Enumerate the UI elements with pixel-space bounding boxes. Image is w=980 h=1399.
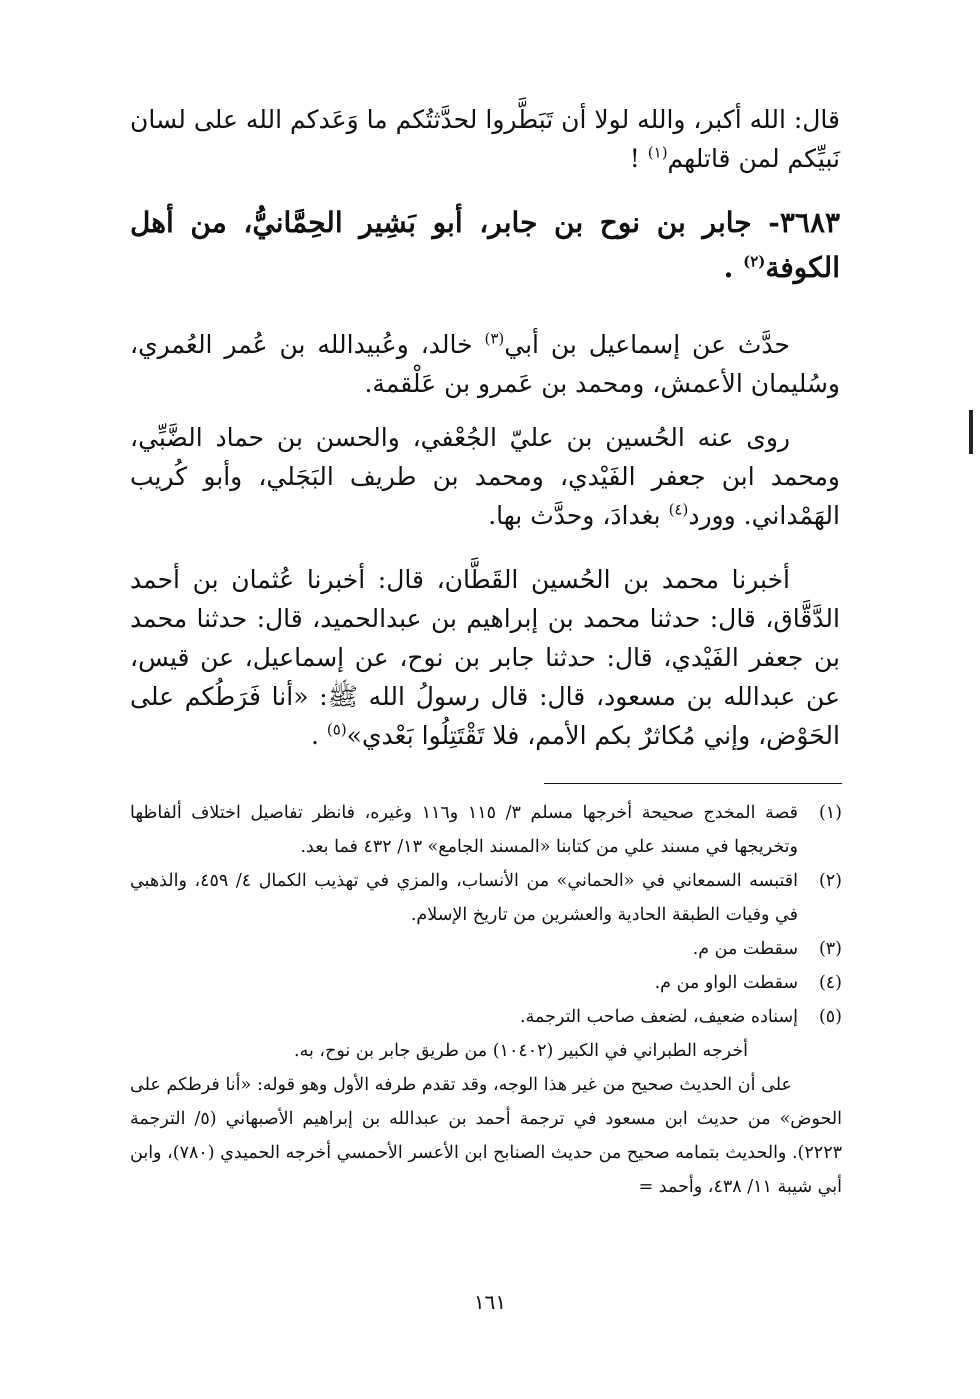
page-edge-mark	[969, 410, 973, 454]
page-number: ١٦١	[473, 1290, 507, 1314]
footnote-ref-5: (٥)	[326, 720, 347, 739]
footnote-ref-3: (٣)	[484, 329, 505, 348]
footnote-5-takhrij: أخرجه الطبراني في الكبير (١٠٤٠٢) من طريق جابر بن نوح، به.	[294, 1041, 748, 1061]
footnotes	[130, 796, 842, 1204]
footnote-4: (٤) سقطت الواو من م.	[654, 973, 842, 993]
hadith-paragraph: أخبرنا محمد بن الحُسين القَطَّان، قال: أخبرنا عُثمان بن أحمد الدَّقَّاق، قال: حدثنا محمد بن إبراهيم بن عبدالحميد، قال: حدثنا محمد بن جعفر الفَيْدي، قال: حدثنا جابر بن نوح، عن إسماعيل، عن قيس، عن عبدالله بن مسعود، قال: قال رسولُ الله ﷺ: «أنا فَرَطُكم على الحَوْض، وإني مُكاثرٌ بكم الأمم، فلا تَقْتَتِلُوا بَعْدي»$^{(٥)}$ .	[130, 565, 840, 750]
students-paragraph: روى عنه الحُسين بن عليّ الجُعْفي، والحسن بن حماد الضَّبِّي، ومحمد ابن جعفر الفَيْدي، ومحمد بن طريف البَجَلي، وأبو كُريب الهَمْداني. وورد$^{(٤)}$ بغدادَ، وحدَّث بها.	[130, 423, 840, 530]
footnote-1: (١) قصة المخدج صحيحة أخرجها مسلم ٣/ ١١٥ و١١٦ وغيره، فانظر تفاصيل اختلاف ألفاظها وتخريجها في مسند علي من كتابنا «المسند الجامع» ١٣/ ٤٣٢ فما بعد.	[130, 803, 842, 857]
teachers-paragraph: حدَّث عن إسماعيل بن أبي$^{(٣)}$ خالد، وعُبيدالله بن عُمر العُمري، وسُليمان الأعمش، ومحمد بن عَمرو بن عَلْقمة.	[130, 329, 840, 398]
footnote-separator	[544, 783, 842, 784]
footnote-2: (٢) اقتبسه السمعاني في «الحماني» من الأنساب، والمزي في تهذيب الكمال ٤/ ٤٥٩، والذهبي في وفيات الطبقة الحادية والعشرين من تاريخ الإسلام.	[130, 871, 842, 925]
footnote-5-discussion: على أن الحديث صحيح من غير هذا الوجه، وقد تقدم طرفه الأول وهو قوله: «أنا فرطكم على الحوض» من حديث ابن مسعود في ترجمة أحمد بن عبدالله بن إبراهيم الأصبهاني (٥/ الترجمة ٢٢٢٣). والحديث بتمامه صحيح من حديث الصنابح ابن الأعسر الأحمسي أخرجه الحميدي (٧٨٠)، وابن أبي شيبة ١١/ ٤٣٨، وأحمد =	[130, 1075, 842, 1197]
opening-paragraph: قال: الله أكبر، والله لولا أن تَبَطَّروا لحدَّثتُكم ما وَعَدكم الله على لسان نَبيِّكم لمن قاتلهم$^{(١)}$ !	[130, 105, 840, 173]
footnote-ref-4: (٤)	[668, 500, 689, 519]
footnote-ref-2: (٢)	[743, 252, 766, 271]
footnote-ref-1: (١)	[647, 143, 668, 162]
footnote-3: (٣) سقطت من م.	[692, 939, 842, 959]
footnote-5: (٥) إسناده ضعيف، لضعف صاحب الترجمة.	[520, 1007, 842, 1027]
entry-heading: ٣٦٨٣- جابر بن نوح بن جابر، أبو بَشِير الحِمَّانيُّ، من أهل الكوفة$^{(٢)}$ .	[130, 206, 841, 284]
